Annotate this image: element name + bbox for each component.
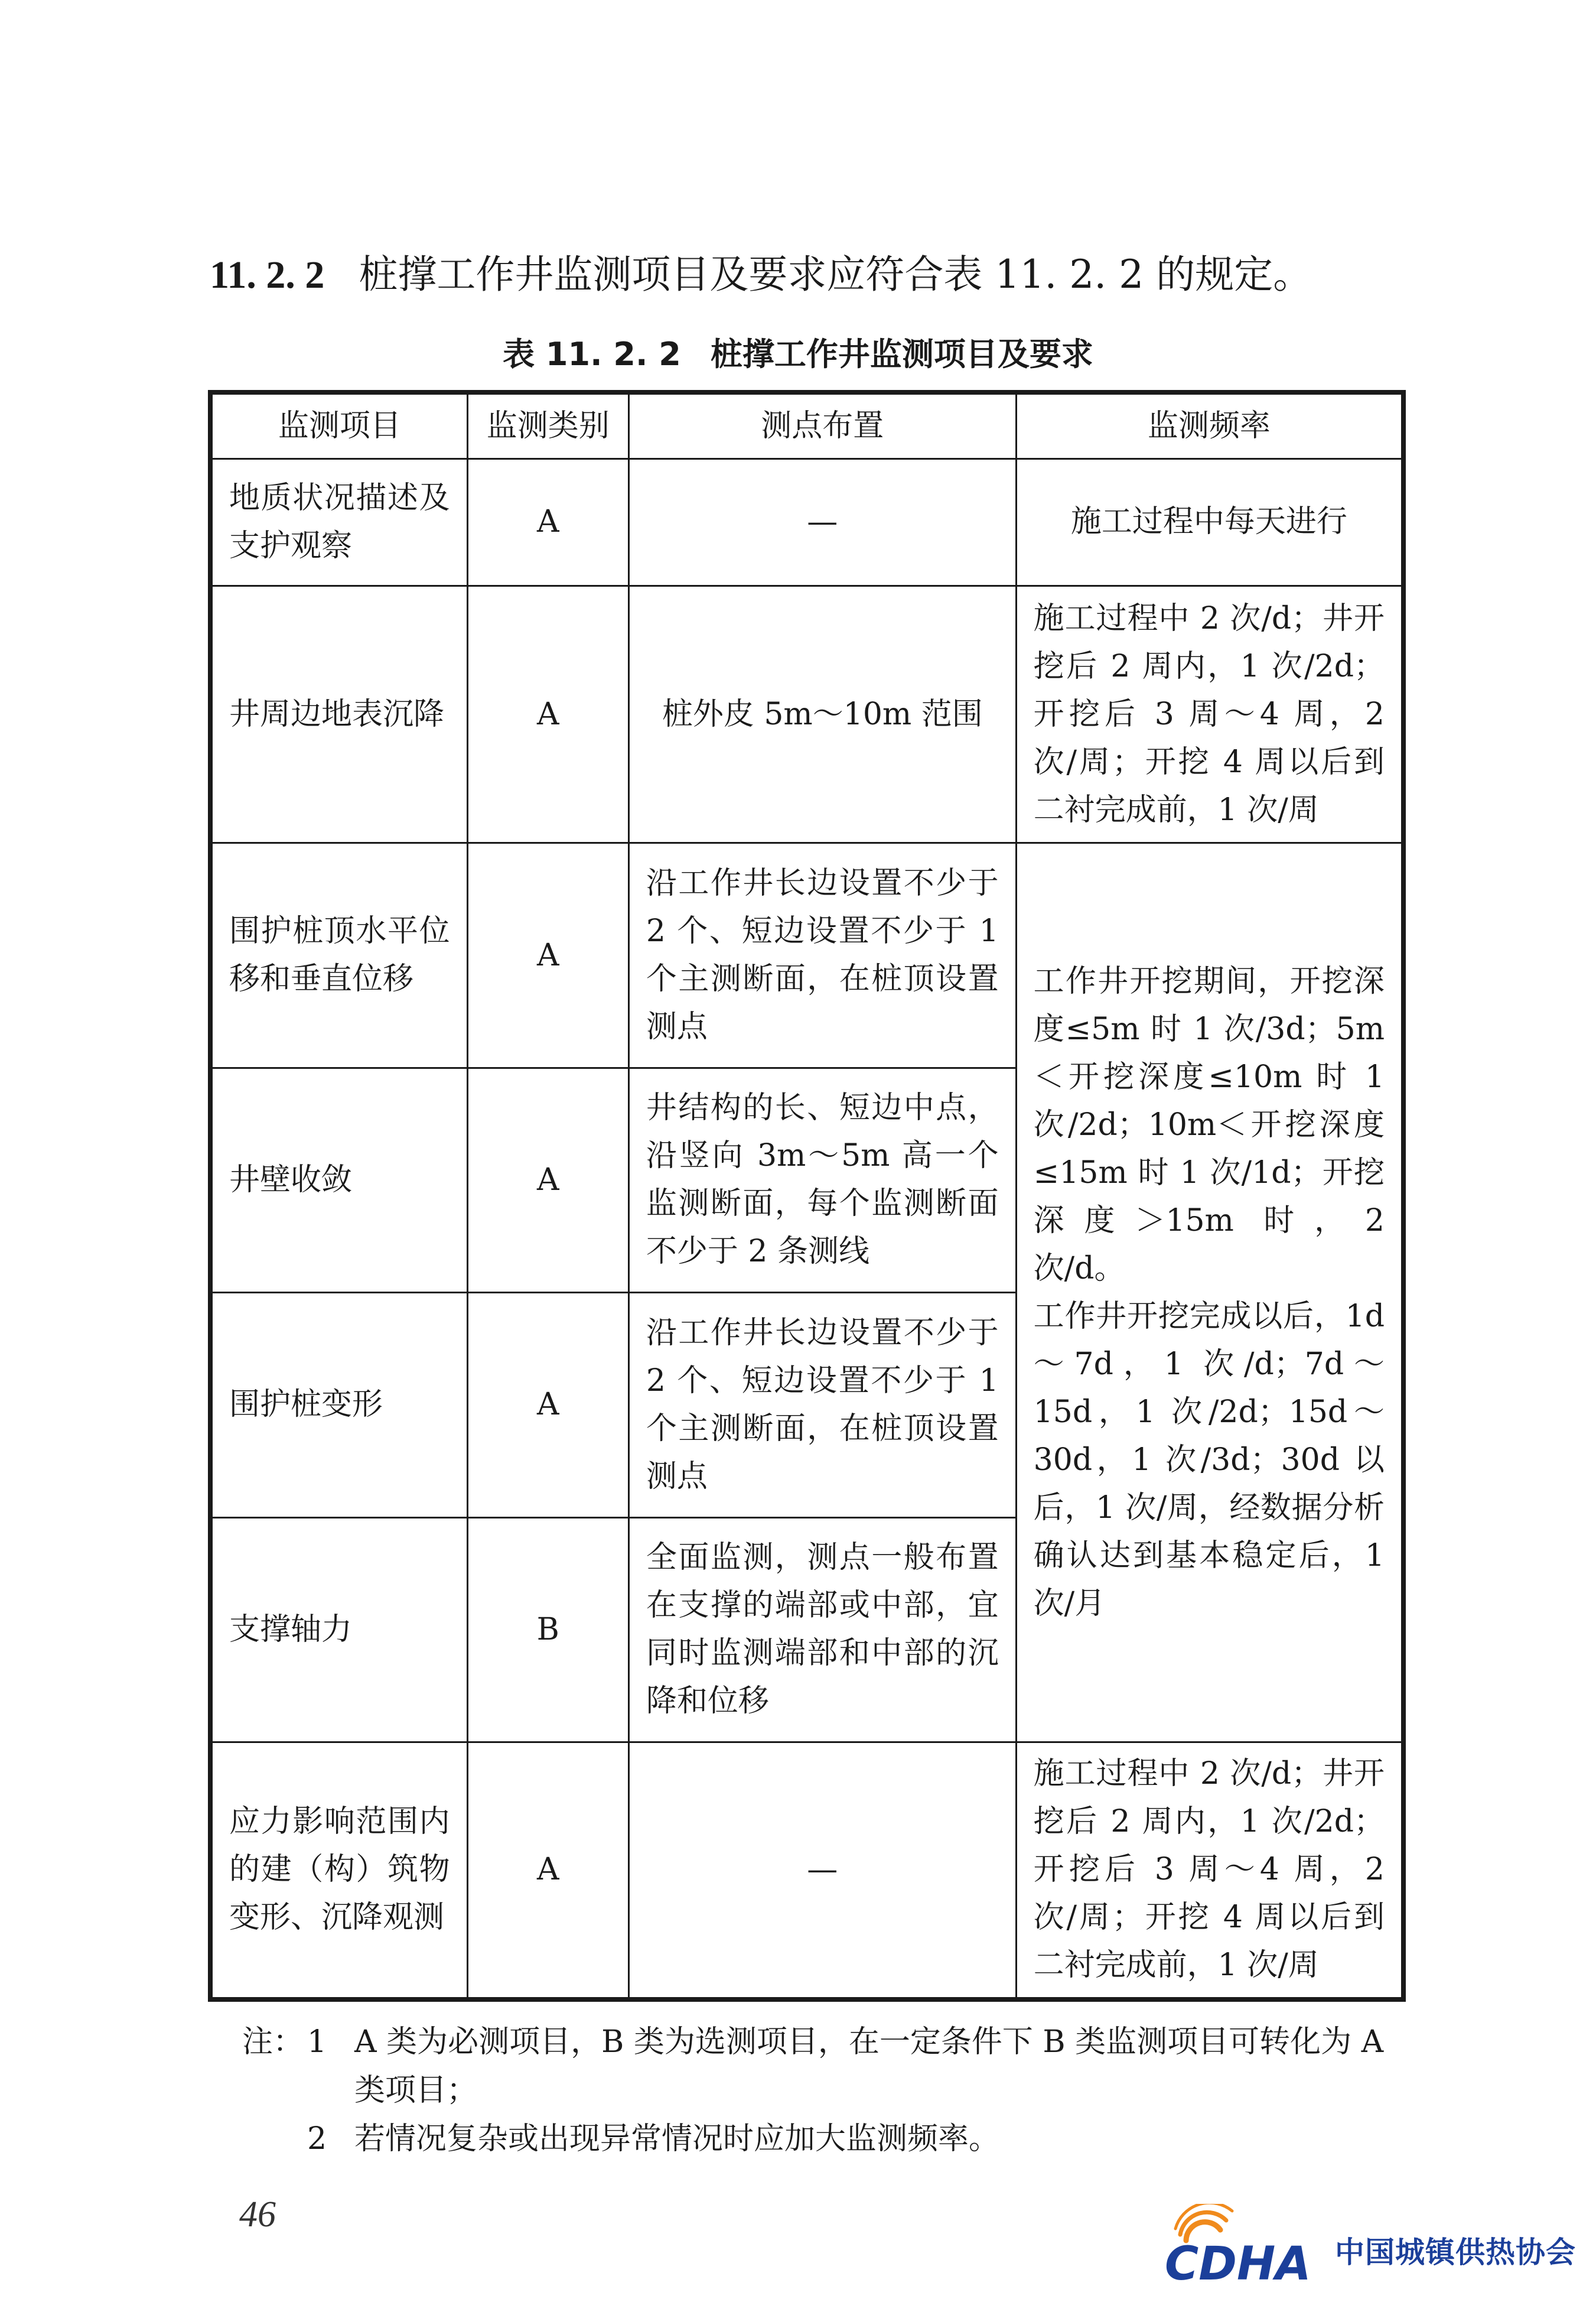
cell-frequency-shared — [1016, 843, 1403, 1742]
table-notes — [242, 2018, 1418, 2163]
frequency-after-excavation: 工作井开挖完成以后，1d～7d，1 次/d；7d～15d，1 次/2d；15d～30d，1 次/3d；30d 以后，1 次/周，经数据分析确认达到基本稳定后，1 次/月 — [1033, 1298, 1385, 1621]
cell-frequency: 施工过程中 2 次/d；井开挖后 2 周内，1 次/2d；开挖后 3 周～4 周，2 次/周；开挖 4 周以后到二衬完成前，1 次/周 — [1016, 1742, 1403, 1999]
cell-item: 应力影响范围内的建（构）筑物变形、沉降观测 — [210, 1742, 467, 1999]
note-number: 2 — [307, 2121, 327, 2157]
cell-layout: 全面监测，测点一般布置在支撑的端部或中部，宜同时监测端部和中部的沉降和位移 — [628, 1517, 1016, 1742]
table-row — [210, 459, 1403, 586]
header-monitoring-item: 监测项目 — [210, 392, 467, 459]
cell-layout: — — [628, 459, 1016, 586]
monitoring-table — [208, 390, 1406, 2002]
cell-item: 地质状况描述及支护观察 — [210, 459, 467, 586]
table-row — [210, 843, 1403, 1068]
cell-item: 井周边地表沉降 — [210, 586, 467, 843]
cell-category: A — [467, 586, 628, 843]
note-text: A 类为必测项目，B 类为选测项目，在一定条件下 B 类监测项目可转化为 A 类项目； — [354, 2024, 1384, 2108]
cell-layout: 沿工作井长边设置不少于 2 个、短边设置不少于 1 个主测断面，在桩顶设置测点 — [628, 843, 1016, 1068]
clause-11-2-2 — [210, 245, 1421, 305]
table-caption-title: 桩撑工作井监测项目及要求 — [710, 336, 1093, 373]
cell-layout: 沿工作井长边设置不少于 2 个、短边设置不少于 1 个主测断面，在桩顶设置测点 — [628, 1293, 1016, 1517]
notes-label: 注： — [242, 2024, 304, 2060]
cell-item: 支撑轴力 — [210, 1517, 467, 1742]
note-item — [242, 2018, 1418, 2115]
clause-text: 桩撑工作井监测项目及要求应符合表 11. 2. 2 的规定。 — [359, 252, 1312, 297]
note-number: 1 — [307, 2024, 327, 2060]
cell-layout: 井结构的长、短边中点，沿竖向 3m～5m 高一个监测断面，每个监测断面不少于 2 条测线 — [628, 1068, 1016, 1292]
header-monitoring-frequency: 监测频率 — [1016, 392, 1403, 459]
frequency-during-excavation: 工作井开挖期间，开挖深度≤5m 时 1 次/3d；5m＜开挖深度≤10m 时 1 次/2d；10m＜开挖深度≤15m 时 1 次/1d；开挖深度＞15m 时，2 次/d。 — [1033, 963, 1385, 1286]
cell-category: B — [467, 1517, 628, 1742]
cell-category: A — [467, 1742, 628, 1999]
cdha-logo-mark — [1162, 2204, 1340, 2287]
table-caption-number: 表 11. 2. 2 — [503, 336, 681, 373]
note-text: 若情况复杂或出现异常情况时应加大监测频率。 — [354, 2121, 1000, 2157]
clause-number: 11. 2. 2 — [210, 253, 325, 297]
table-caption — [0, 331, 1596, 378]
logo-mark-text: CDHA — [1165, 2238, 1311, 2287]
note-item — [242, 2115, 1418, 2163]
cdha-logo — [1162, 2204, 1576, 2287]
cell-category: A — [467, 843, 628, 1068]
cell-frequency: 施工过程中 2 次/d；井开挖后 2 周内，1 次/2d；开挖后 3 周～4 周，2 次/周；开挖 4 周以后到二衬完成前，1 次/周 — [1016, 586, 1403, 843]
header-point-layout: 测点布置 — [628, 392, 1016, 459]
page-number: 46 — [239, 2194, 276, 2235]
cell-category: A — [467, 1293, 628, 1517]
cell-category: A — [467, 1068, 628, 1292]
table-header-row — [210, 392, 1403, 459]
cell-layout: — — [628, 1742, 1016, 1999]
cell-item: 井壁收敛 — [210, 1068, 467, 1292]
cell-category: A — [467, 459, 628, 586]
logo-org-name: 中国城镇供热协会 — [1335, 2235, 1576, 2269]
header-monitoring-category: 监测类别 — [467, 392, 628, 459]
cell-item: 围护桩变形 — [210, 1293, 467, 1517]
cell-frequency: 施工过程中每天进行 — [1016, 459, 1403, 586]
cell-layout: 桩外皮 5m～10m 范围 — [628, 586, 1016, 843]
table-row — [210, 586, 1403, 843]
cell-item: 围护桩顶水平位移和垂直位移 — [210, 843, 467, 1068]
table-row — [210, 1742, 1403, 1999]
